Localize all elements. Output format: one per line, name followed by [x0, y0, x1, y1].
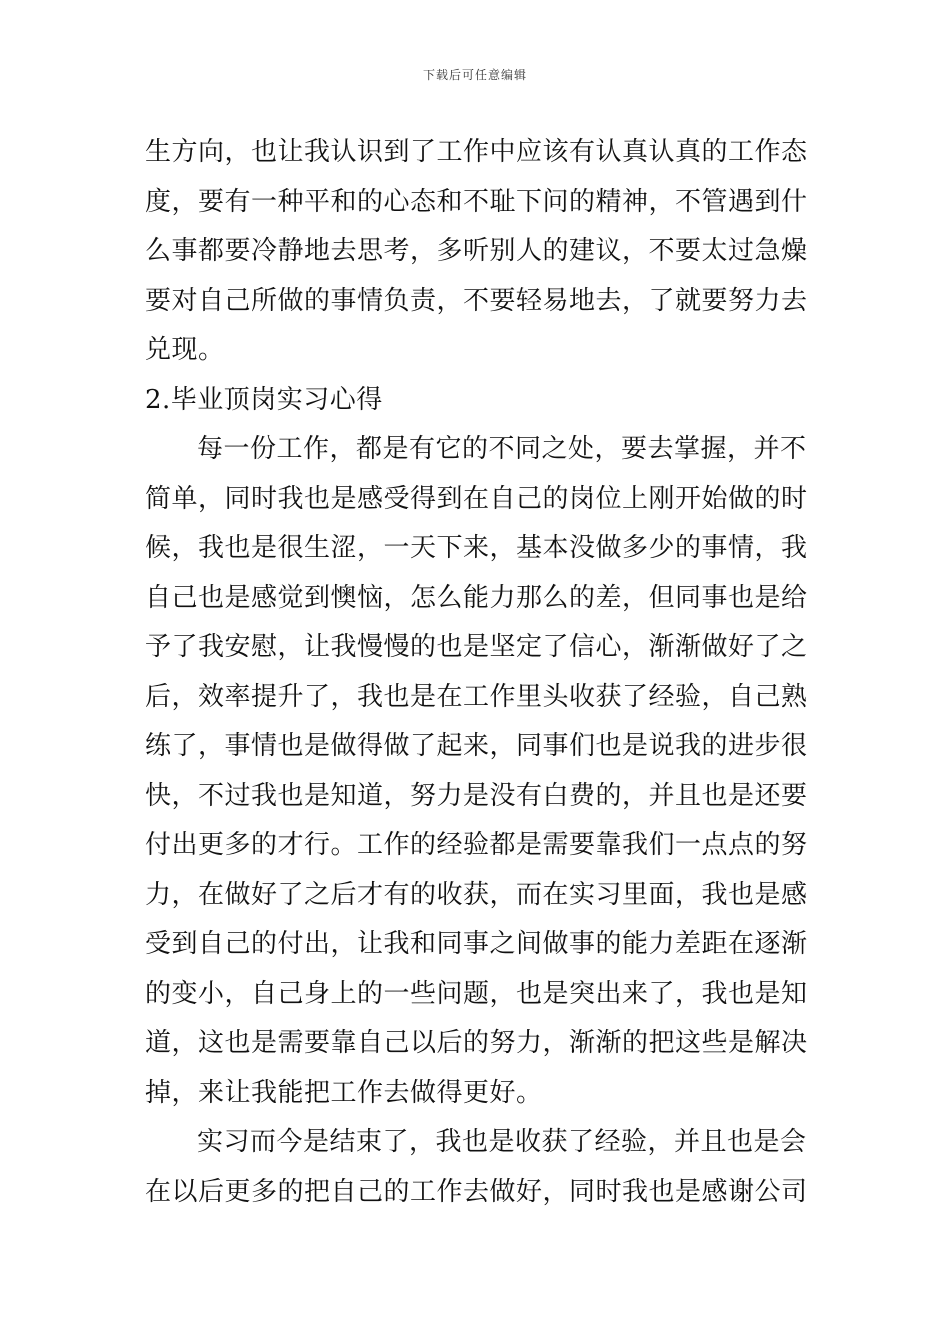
text-line: 付出更多的才行。工作的经验都是需要靠我们一点点的努	[145, 830, 808, 860]
text-line: 后，效率提升了，我也是在工作里头收获了经验，自己熟	[145, 681, 808, 712]
text-line: 的变小，自己身上的一些问题，也是突出来了，我也是知	[145, 978, 808, 1009]
text-line: 么事都要冷静地去思考，多听别人的建议，不要太过急燥	[145, 236, 808, 266]
text-line: 在以后更多的把自己的工作去做好，同时我也是感谢公司	[145, 1176, 808, 1207]
document-body	[145, 128, 810, 1217]
text-line: 快，不过我也是知道，努力是没有白费的，并且也是还要	[145, 780, 808, 811]
text-line: 简单，同时我也是感受得到在自己的岗位上刚开始做的时	[145, 483, 808, 514]
text-line: 受到自己的付出，让我和同事之间做事的能力差距在逐渐	[145, 929, 808, 959]
paragraph-first-line: 实习而今是结束了，我也是收获了经验，并且也是会	[197, 1127, 807, 1157]
text-line: 掉，来让我能把工作去做得更好。	[145, 1077, 543, 1108]
text-line: 生方向，也让我认识到了工作中应该有认真认真的工作态	[145, 137, 808, 167]
text-line: 练了，事情也是做得做了起来，同事们也是说我的进步很	[145, 731, 808, 761]
header-note: 下载后可任意编辑	[422, 68, 527, 82]
section-heading: 2.毕业顶岗实习心得	[145, 384, 383, 415]
text-line: 度，要有一种平和的心态和不耻下问的精神，不管遇到什	[145, 186, 808, 217]
text-line: 力，在做好了之后才有的收获，而在实习里面，我也是感	[145, 879, 808, 910]
text-line: 道，这也是需要靠自己以后的努力，渐渐的把这些是解决	[145, 1028, 808, 1058]
text-line: 候，我也是很生涩，一天下来，基本没做多少的事情，我	[145, 533, 808, 563]
text-line: 自己也是感觉到懊恼，怎么能力那么的差，但同事也是给	[145, 582, 808, 613]
text-line: 予了我安慰，让我慢慢的也是坚定了信心，渐渐做好了之	[145, 632, 808, 662]
text-line: 兑现。	[145, 335, 225, 365]
paragraph-first-line: 每一份工作，都是有它的不同之处，要去掌握，并不	[197, 434, 807, 464]
text-line: 要对自己所做的事情负责，不要轻易地去，了就要努力去	[145, 285, 808, 316]
